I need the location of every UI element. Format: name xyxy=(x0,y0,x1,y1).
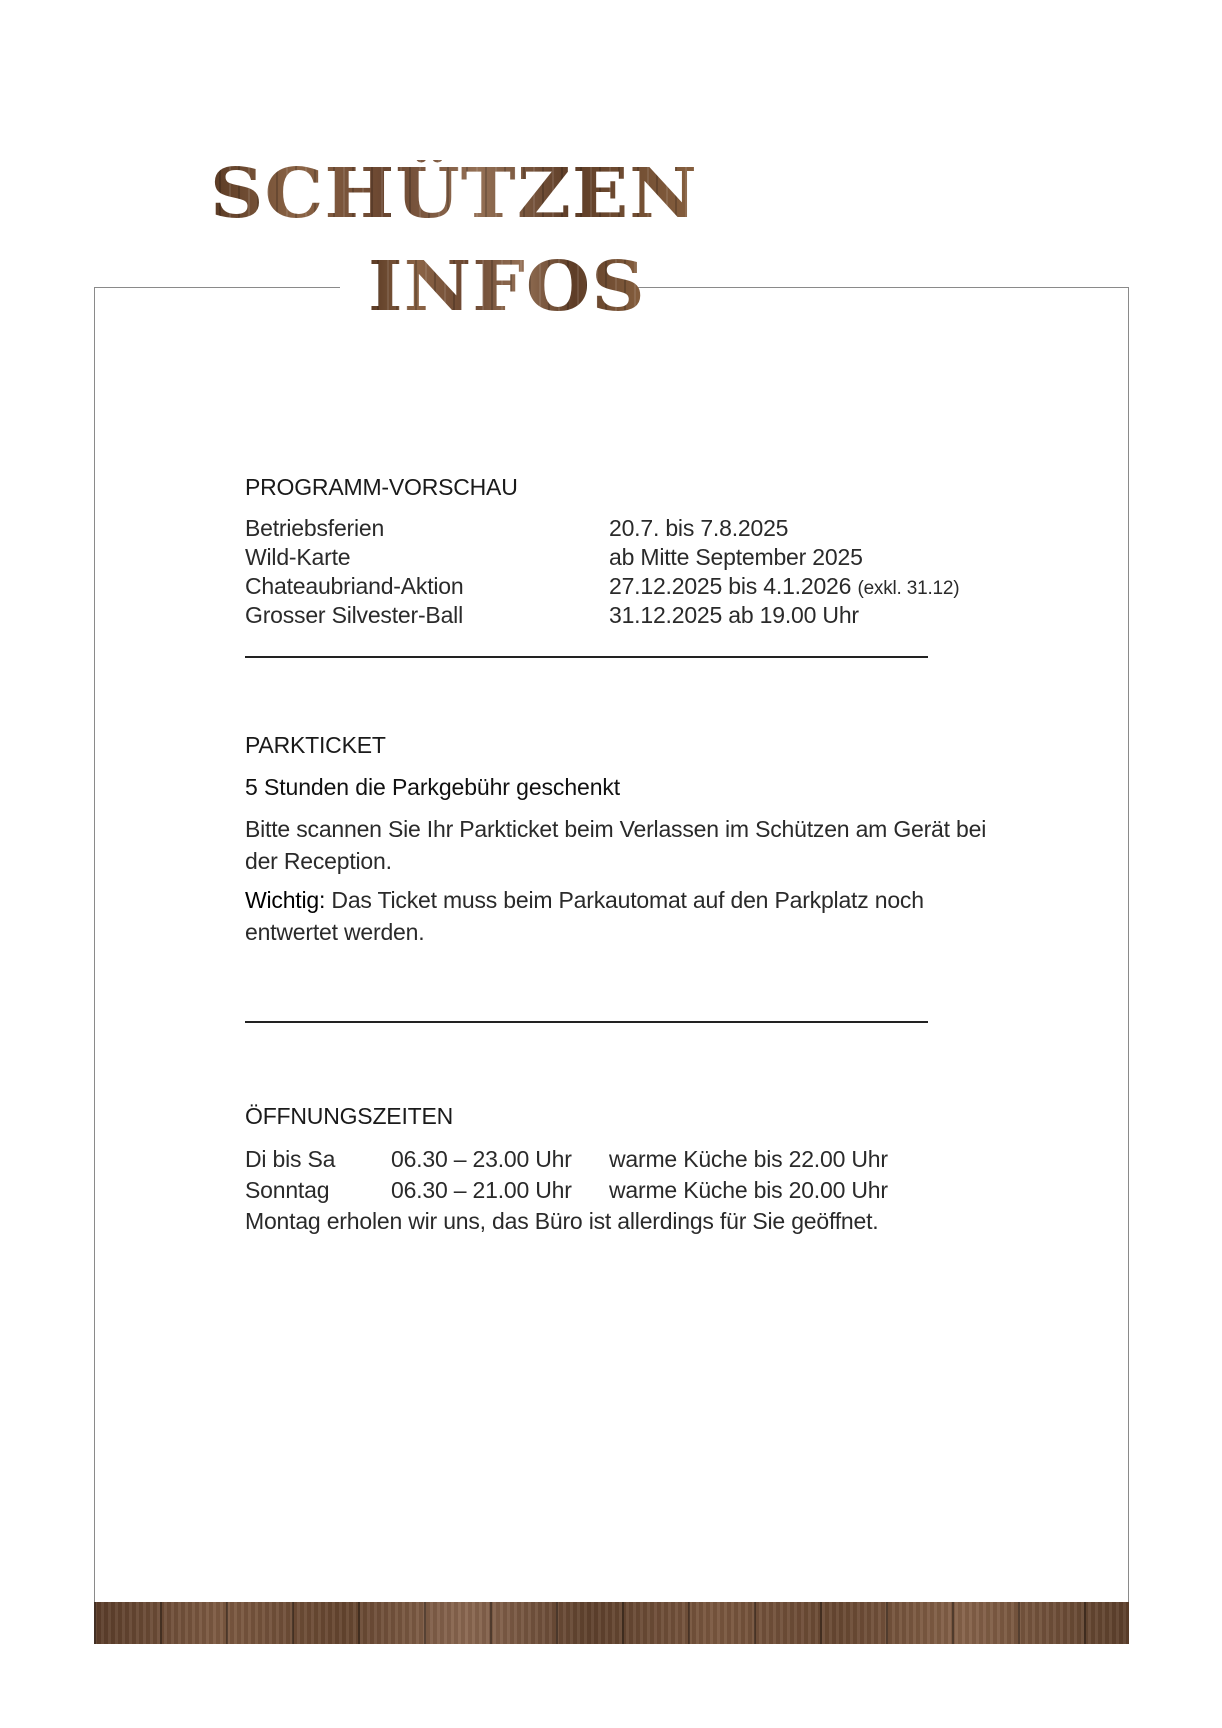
programm-row-note: (exkl. 31.12) xyxy=(857,578,960,599)
section-divider xyxy=(245,656,928,658)
programm-heading: PROGRAMM-VORSCHAU xyxy=(245,474,518,500)
parkticket-subheading: 5 Stunden die Parkgebühr geschenkt xyxy=(245,774,621,800)
title-line-1: SCHÜTZEN xyxy=(210,154,698,234)
programm-row-label: Betriebsferien xyxy=(245,515,385,541)
hours-days: Di bis Sa xyxy=(245,1146,336,1172)
parkticket-heading: PARKTICKET xyxy=(245,732,386,758)
programm-row-value: 31.12.2025 ab 19.00 Uhr xyxy=(609,602,859,628)
wood-footer-strip xyxy=(94,1602,1129,1644)
programm-row-label: Chateaubriand-Aktion xyxy=(245,573,464,599)
hours-kitchen: warme Küche bis 20.00 Uhr xyxy=(609,1177,888,1203)
programm-row-value: 27.12.2025 bis 4.1.2026 (exkl. 31.12) xyxy=(609,573,960,599)
hours-time: 06.30 – 21.00 Uhr xyxy=(391,1177,572,1203)
programm-row-value: ab Mitte September 2025 xyxy=(609,544,863,570)
parkticket-paragraph: Bitte scannen Sie Ihr Parkticket beim Verlassen im Schützen am Gerät bei der Reception. xyxy=(245,816,987,874)
oeffnungszeiten-heading: ÖFFNUNGSZEITEN xyxy=(245,1103,454,1129)
programm-row-label: Wild-Karte xyxy=(245,544,351,570)
important-text: Das Ticket muss beim Parkautomat auf den Parkplatz noch entwertet werden. xyxy=(245,887,924,945)
hours-note: Montag erholen wir uns, das Büro ist allerdings für Sie geöffnet. xyxy=(245,1208,879,1234)
hours-days: Sonntag xyxy=(245,1177,330,1203)
title-line-2: INFOS xyxy=(368,247,646,327)
programm-row-value: 20.7. bis 7.8.2025 xyxy=(609,515,789,541)
important-label: Wichtig: xyxy=(245,887,326,913)
section-divider xyxy=(245,1021,928,1023)
parkticket-important xyxy=(245,884,1005,948)
hours-time: 06.30 – 23.00 Uhr xyxy=(391,1146,572,1172)
hours-kitchen: warme Küche bis 22.00 Uhr xyxy=(609,1146,888,1172)
programm-row-label: Grosser Silvester-Ball xyxy=(245,602,463,628)
